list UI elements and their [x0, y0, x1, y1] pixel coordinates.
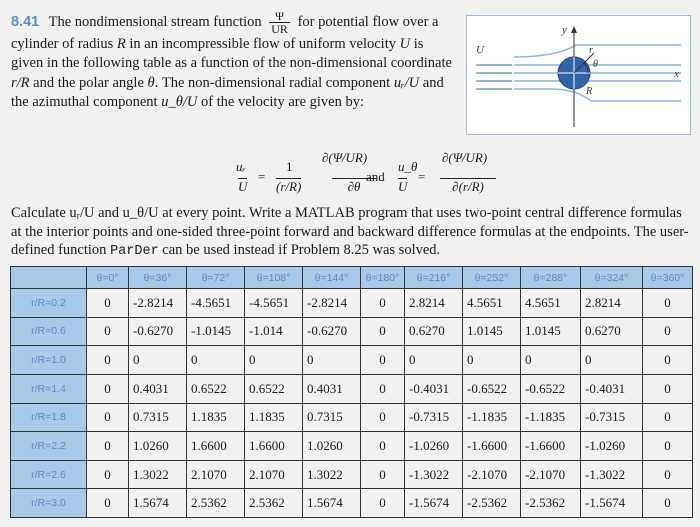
problem-text-5: and the polar angle — [33, 74, 144, 91]
table-cell: 1.1835 — [187, 403, 245, 432]
table-row — [11, 489, 693, 518]
header-cell: θ=180° — [361, 267, 405, 289]
symbol-r-over-R: r/R — [11, 74, 30, 91]
table-cell: 0 — [303, 346, 361, 375]
header-cell: θ=216° — [405, 267, 463, 289]
table-cell: 0 — [643, 374, 693, 403]
r-over-R-den: (r/R) — [276, 179, 302, 194]
table-cell: 1.0145 — [521, 317, 581, 346]
table-cell: -1.6600 — [521, 432, 581, 461]
row-header: r/R=2.6 — [11, 460, 87, 489]
symbol-U: U — [399, 36, 411, 52]
function-name: ParDer — [110, 244, 159, 259]
instructions-text-2: can be used instead if Problem 8.25 was solved. — [158, 242, 441, 258]
table-row — [11, 460, 693, 489]
table-cell: 1.0260 — [303, 432, 361, 461]
table-cell: -1.5674 — [405, 489, 463, 518]
row-header: r/R=0.2 — [11, 289, 87, 318]
table-cell: -4.5651 — [187, 289, 245, 318]
table-cell: 0 — [87, 289, 129, 318]
table-row — [11, 317, 693, 346]
table-cell: -4.5651 — [245, 289, 303, 318]
table-cell: 0 — [87, 460, 129, 489]
table-cell: -1.014 — [245, 317, 303, 346]
table-cell: 0 — [87, 317, 129, 346]
table-cell: 2.8214 — [405, 289, 463, 318]
problem-number: 8.41 — [11, 13, 40, 30]
table-cell: -1.5674 — [581, 489, 643, 518]
problem-text-4: is given in the following table as a function of the non-dimensional coordinate — [11, 36, 452, 72]
row-header: r/R=1.4 — [11, 374, 87, 403]
table-cell: 2.1070 — [245, 460, 303, 489]
figure-theta-label: θ — [593, 59, 598, 70]
row-header: r/R=1.0 — [11, 346, 87, 375]
table-cell: 0.6270 — [405, 317, 463, 346]
header-cell: θ=108° — [245, 267, 303, 289]
table-cell: 2.5362 — [245, 489, 303, 518]
psi-over-UR: $\frac{\Psi}{UR}$ — [271, 9, 288, 36]
table-corner — [11, 267, 87, 289]
table-cell: -1.3022 — [405, 460, 463, 489]
table-cell: 1.5674 — [129, 489, 187, 518]
table-cell: 0 — [643, 489, 693, 518]
stream-function-table — [10, 266, 693, 518]
table-cell: -1.1835 — [521, 403, 581, 432]
table-cell: 2.8214 — [581, 289, 643, 318]
table-cell: -0.6522 — [463, 374, 521, 403]
table-cell: 2.1070 — [187, 460, 245, 489]
table-cell: 4.5651 — [521, 289, 581, 318]
problem-text-8: of the velocity are given by: — [200, 94, 365, 111]
ur-denominator: U — [238, 179, 248, 194]
row-header: r/R=0.6 — [11, 317, 87, 346]
table-cell: 4.5651 — [463, 289, 521, 318]
table-cell: -1.6600 — [463, 432, 521, 461]
table-cell: 0 — [361, 346, 405, 375]
table-cell: 1.5674 — [303, 489, 361, 518]
header-cell: θ=0° — [87, 267, 129, 289]
neg-d-psi: ∂(Ψ/UR) — [442, 150, 488, 165]
table-cell: 0 — [361, 403, 405, 432]
row-header: r/R=1.8 — [11, 403, 87, 432]
table-cell: 1.0260 — [129, 432, 187, 461]
table-cell: 0.6522 — [245, 374, 303, 403]
header-cell: θ=36° — [129, 267, 187, 289]
velocity-equations — [228, 145, 508, 205]
table-cell: -1.1835 — [463, 403, 521, 432]
one: 1 — [286, 159, 293, 174]
d-theta: ∂θ — [332, 178, 376, 195]
table-cell: 2.5362 — [187, 489, 245, 518]
row-header: r/R=2.2 — [11, 432, 87, 461]
table-cell: -2.1070 — [521, 460, 581, 489]
table-cell: 1.3022 — [303, 460, 361, 489]
table-cell: 1.6600 — [187, 432, 245, 461]
table-cell: 0.4031 — [129, 374, 187, 403]
table-cell: 0 — [87, 374, 129, 403]
table-cell: 0 — [361, 432, 405, 461]
table-cell: 0 — [129, 346, 187, 375]
table-cell: 0 — [643, 432, 693, 461]
table-cell: -0.7315 — [405, 403, 463, 432]
instructions-text-1: Calculate uᵣ/U and u_θ/U at every point. Write a MATLAB program that uses two-point central difference formulas at the interior points and one-sided three-point forward and backward difference formulas at the endpoints. The user-defined function — [11, 205, 689, 258]
table-cell: 0 — [187, 346, 245, 375]
header-cell: θ=252° — [463, 267, 521, 289]
figure-y-label: y — [562, 24, 567, 36]
row-header: r/R=3.0 — [11, 489, 87, 518]
table-cell: 0.6522 — [187, 374, 245, 403]
figure-R-label: R — [586, 86, 593, 97]
table-row — [11, 374, 693, 403]
table-cell: 0 — [87, 403, 129, 432]
problem-text-6: . The non-dimensional radial component — [154, 74, 391, 91]
d-rR: ∂(r/R) — [440, 178, 496, 195]
table-cell: 0 — [581, 346, 643, 375]
table-row — [11, 403, 693, 432]
table-cell: 0 — [87, 489, 129, 518]
table-cell: -2.5362 — [521, 489, 581, 518]
table-cell: 0 — [87, 432, 129, 461]
table-cell: 1.6600 — [245, 432, 303, 461]
table-cell: 1.1835 — [245, 403, 303, 432]
table-row — [11, 346, 693, 375]
ut-symbol: u_θ — [398, 159, 418, 174]
ur-symbol: uᵣ — [236, 159, 246, 174]
ut-denominator: U — [398, 179, 408, 194]
table-cell: -0.6270 — [129, 317, 187, 346]
header-cell: θ=72° — [187, 267, 245, 289]
table-cell: 0 — [643, 346, 693, 375]
header-cell: θ=288° — [521, 267, 581, 289]
table-row — [11, 432, 693, 461]
table-cell: 0 — [521, 346, 581, 375]
table-cell: 0 — [405, 346, 463, 375]
table-cell: 0 — [463, 346, 521, 375]
table-cell: 0.6270 — [581, 317, 643, 346]
table-cell: -2.8214 — [129, 289, 187, 318]
table-cell: -1.0260 — [581, 432, 643, 461]
problem-statement — [11, 10, 456, 113]
table-cell: -1.0145 — [187, 317, 245, 346]
table-header-row — [11, 267, 693, 289]
table-cell: 0 — [361, 460, 405, 489]
problem-text-7: and the azimuthal component — [11, 74, 444, 111]
table-cell: 0 — [643, 460, 693, 489]
table-cell: -0.4031 — [405, 374, 463, 403]
eq-sign-1: = — [258, 169, 266, 184]
table-cell: 0 — [87, 346, 129, 375]
problem-text-3: in an incompressible flow of uniform velocity — [129, 36, 396, 52]
figure-r-label: r — [589, 45, 593, 56]
table-cell: -0.4031 — [581, 374, 643, 403]
and-word: and — [366, 169, 385, 184]
cylinder-flow-figure — [466, 15, 691, 135]
figure-x-label: x — [674, 68, 679, 80]
table-cell: 0 — [361, 489, 405, 518]
symbol-R: R — [116, 36, 126, 52]
instructions-paragraph — [11, 204, 695, 262]
table-cell: -1.0260 — [405, 432, 463, 461]
table-cell: 0 — [361, 289, 405, 318]
d-psi: ∂(Ψ/UR) — [322, 150, 368, 165]
symbol-theta: θ — [147, 74, 155, 91]
table-cell: -2.8214 — [303, 289, 361, 318]
table-cell: 0.7315 — [129, 403, 187, 432]
table-cell: -0.7315 — [581, 403, 643, 432]
table-cell: 1.3022 — [129, 460, 187, 489]
table-row — [11, 289, 693, 318]
header-cell: θ=144° — [303, 267, 361, 289]
table-cell: 0 — [643, 403, 693, 432]
table-cell: 0 — [361, 374, 405, 403]
figure-U-label: U — [476, 44, 484, 56]
table-cell: 0.7315 — [303, 403, 361, 432]
problem-text-1: The nondimensional stream function — [48, 13, 262, 30]
problem-text-2: for potential flow over a cylinder of radius — [11, 13, 439, 52]
symbol-ut-over-U: u_θ/U — [161, 94, 198, 111]
table-cell: 0 — [643, 317, 693, 346]
symbol-ur-over-U: uᵣ/U — [393, 74, 420, 91]
header-cell: θ=324° — [581, 267, 643, 289]
eq-sign-2: = — [418, 169, 426, 184]
header-cell: θ=360° — [643, 267, 693, 289]
table-cell: -1.3022 — [581, 460, 643, 489]
table-cell: 0 — [643, 289, 693, 318]
table-cell: -2.1070 — [463, 460, 521, 489]
table-cell: 0 — [245, 346, 303, 375]
table-cell: -2.5362 — [463, 489, 521, 518]
table-cell: -0.6270 — [303, 317, 361, 346]
table-cell: 0 — [361, 317, 405, 346]
table-cell: -0.6522 — [521, 374, 581, 403]
table-cell: 0.4031 — [303, 374, 361, 403]
table-cell: 1.0145 — [463, 317, 521, 346]
